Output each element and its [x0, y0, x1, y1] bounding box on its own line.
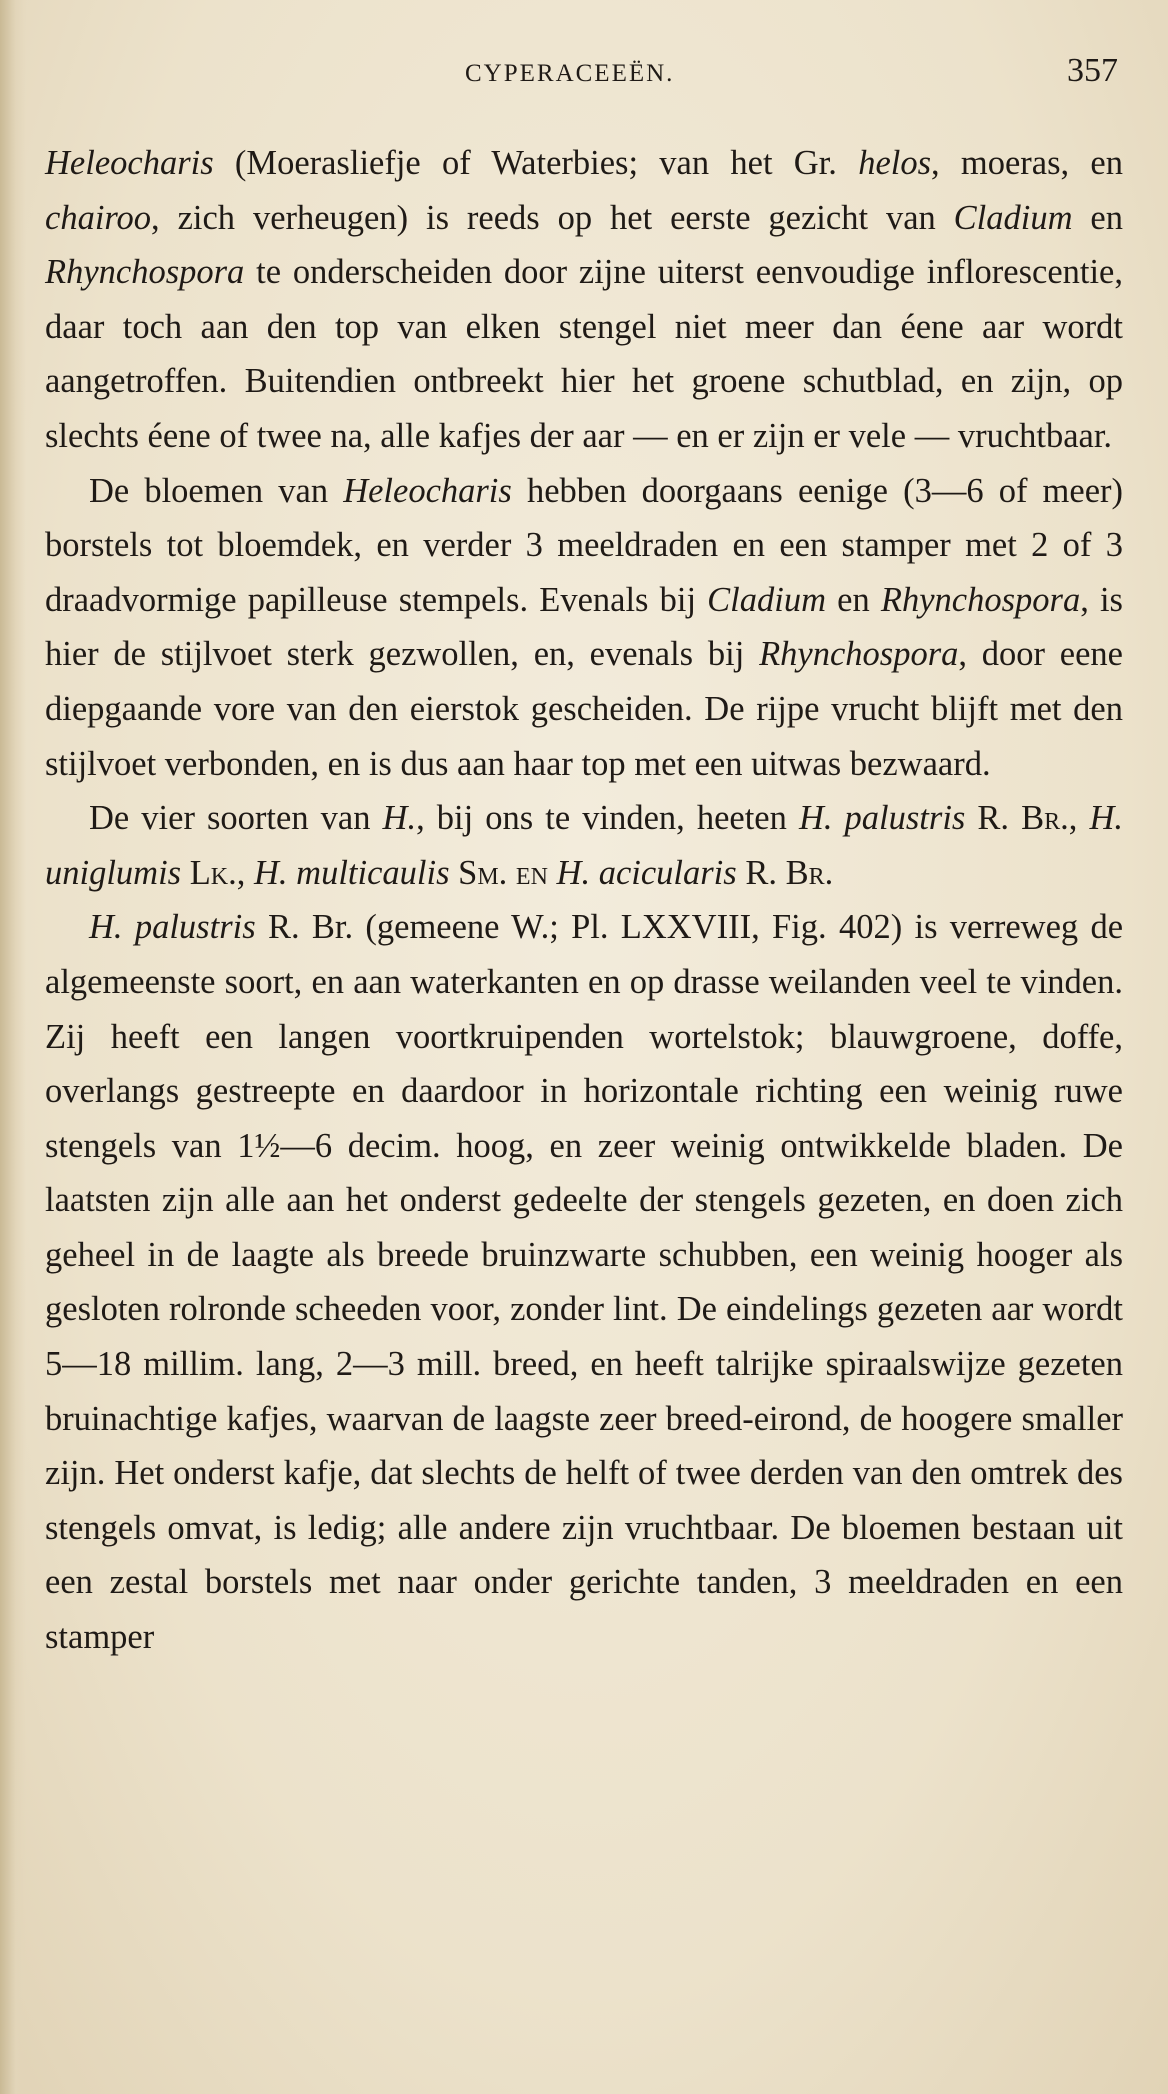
genus-name: Rhynchospora	[880, 580, 1081, 619]
genus-name: Rhynchospora	[45, 253, 245, 292]
genus-name: Heleocharis	[343, 471, 512, 510]
author-abbrev: Sm. en	[449, 853, 557, 892]
text-run: te onderscheiden door zijne uiterst eenvoudige inflorescentie, daar toch aan den top van elken stengel niet meer dan éene aar wordt aangetroffen. Buitendien ontbreekt hier het groene schutblad, en zijn, op slechts éene of twee na, alle kafjes der aar — en er zijn er vele — vruchtbaar.	[45, 253, 1123, 455]
greek-word: helos	[858, 144, 932, 182]
text-run: , is hier de stijlvoet sterk gezwollen, en, evenals bij	[45, 580, 1123, 674]
running-head: CYPERACEEËN.	[465, 60, 675, 87]
text-run: (Moerasliefje of Waterbies; van het Gr.	[213, 144, 859, 182]
paragraph-h-palustris	[45, 900, 1123, 1664]
author-abbrev: R. Br.,	[965, 799, 1090, 838]
author-abbrev: Lk.,	[181, 853, 255, 892]
species-name: H. palustris	[798, 799, 966, 838]
genus-name: Rhynchospora	[759, 635, 959, 674]
page-edge-shadow	[0, 0, 26, 2094]
text-run: De bloemen van	[89, 471, 344, 510]
text-run: en	[1072, 198, 1123, 237]
genus-name: Cladium	[707, 580, 827, 619]
text-run: , door eene diepgaande vore van den eierstok gescheiden. De rijpe vrucht blijft met den stijlvoet verbonden, en is dus aan haar top met een uitwas bezwaard.	[45, 635, 1123, 783]
genus-name: Heleocharis	[45, 144, 214, 182]
text-run: R. Br. (gemeene W.; Pl. LXXVIII, Fig. 402) is verreweg de algemeenste soort, en aan waterkanten en op drasse weilanden veel te vinden. Zij heeft een langen voortkruipenden wortelstok; blauwgroene, doffe, overlangs gestreepte en daardoor in horizontale richting een weinig ruwe stengels van 1½—6 decim. hoog, en zeer weinig ontwikkelde bladen. De laatsten zijn alle aan het onderst gedeelte der stengels gezeten, en doen zich geheel in de laagte als breede bruinzwarte schubben, een weinig hooger als gesloten rolronde scheeden voor, zonder lint. De eindelings gezeten aar wordt 5—18 millim. lang, 2—3 mill. breed, en heeft talrijke spiraalswijze gezeten bruinachtige kafjes, waarvan de laagste zeer breed-eirond, de hoogere smaller zijn. Het onderst kafje, dat slechts de helft of twee derden van den omtrek des stengels omvat, is ledig; alle andere zijn vruchtbaar. De bloemen bestaan uit een zestal borstels met naar onder gerichte tanden, 3 meeldraden en een stamper	[45, 908, 1124, 1657]
genus-abbrev: H.	[382, 799, 417, 838]
text-run: , moeras, en	[931, 144, 1123, 182]
species-name: H. multicaulis	[254, 853, 450, 892]
species-name: H. acicularis	[556, 853, 737, 892]
genus-name: Cladium	[953, 198, 1073, 237]
page-number: 357	[1067, 52, 1118, 89]
page-body	[45, 136, 1123, 1665]
text-run: , bij ons te vinden, heeten	[416, 799, 799, 838]
species-name: H. palustris	[89, 908, 256, 947]
paragraph-species-list	[45, 791, 1123, 900]
text-run: , zich verheugen) is reeds op het eerste gezicht van	[151, 198, 954, 237]
species-name: H. uniglumis	[45, 799, 1124, 892]
paragraph-flowers	[45, 464, 1123, 792]
author-abbrev: R. Br.	[736, 853, 834, 892]
text-run: De vier soorten van	[89, 799, 383, 838]
text-run: en	[826, 580, 881, 619]
paragraph-heleocharis-intro	[45, 136, 1123, 464]
greek-word: chairoo	[45, 198, 152, 237]
text-run: hebben doorgaans eenige (3—6 of meer) borstels tot bloemdek, en verder 3 meeldraden en een stamper met 2 of 3 draadvormige papilleuse stempels. Evenals bij	[45, 471, 1123, 619]
